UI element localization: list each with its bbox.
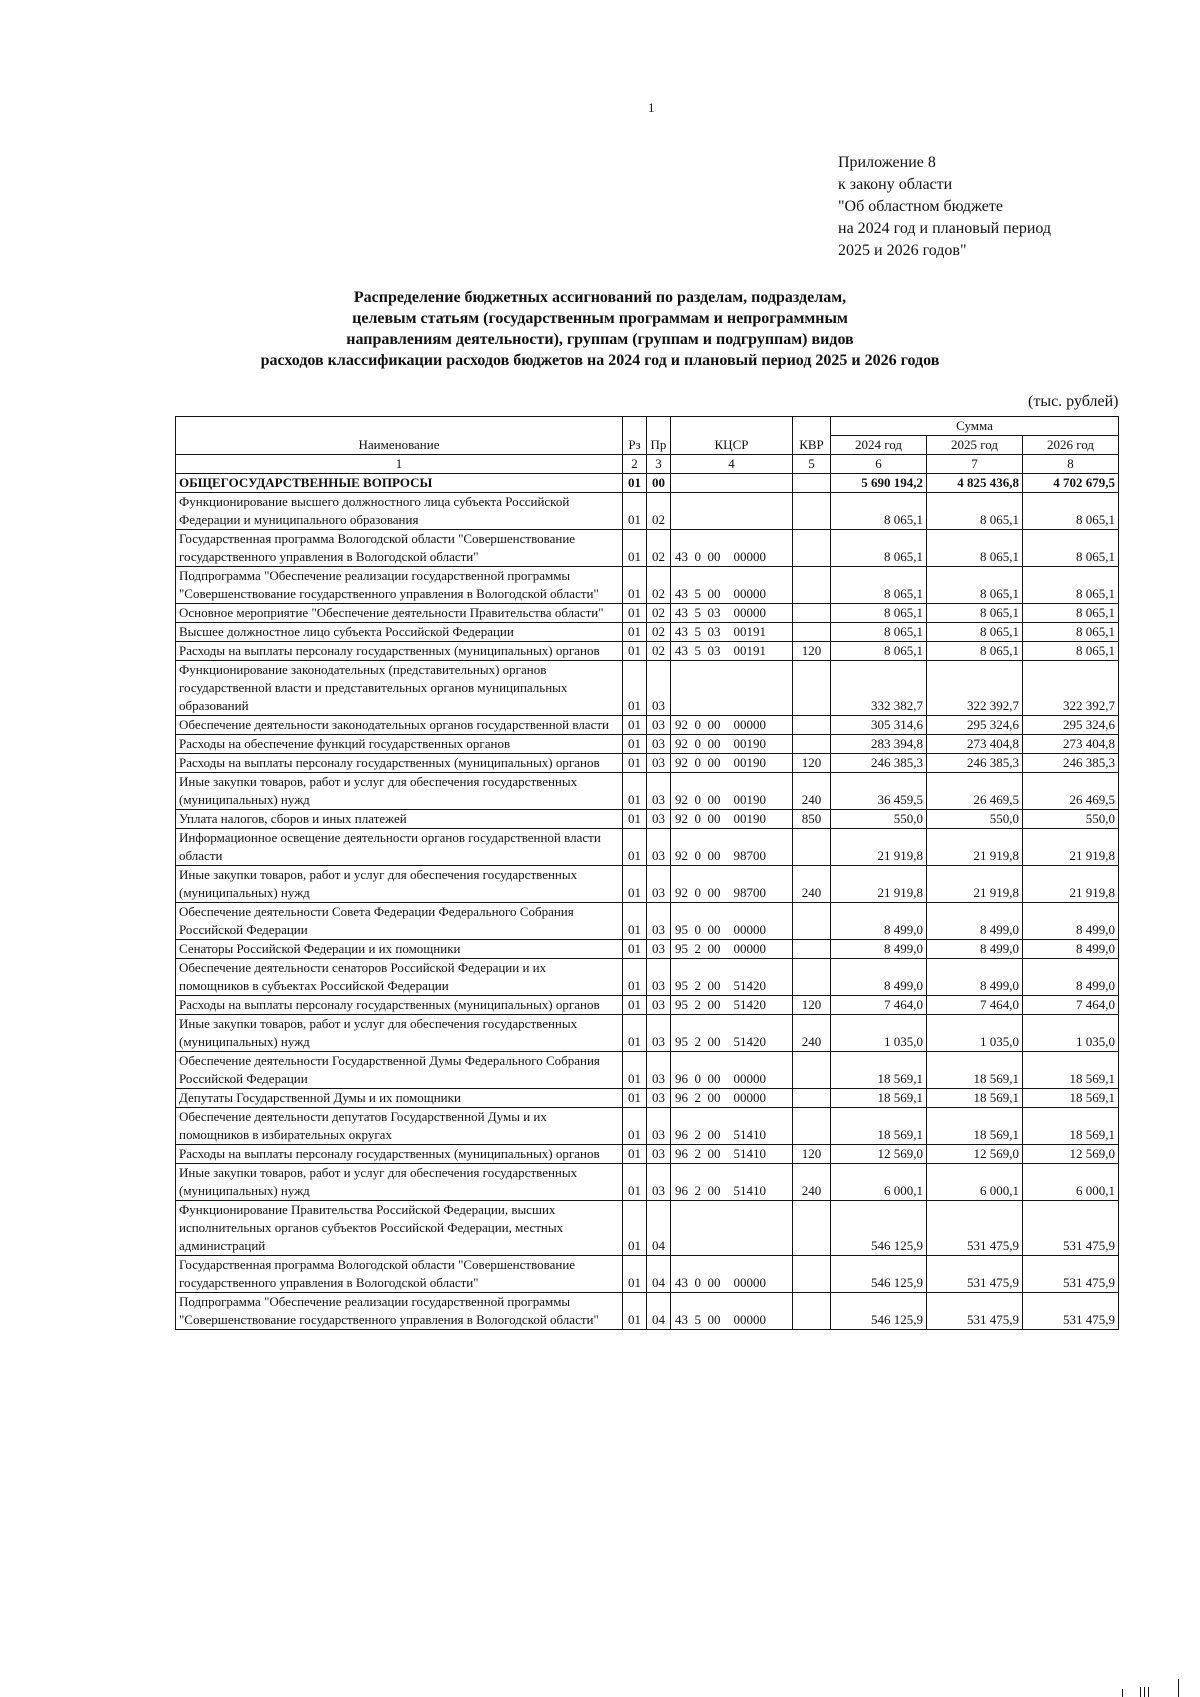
cell-rz: 01	[623, 1089, 647, 1108]
cell-kvr	[793, 1089, 831, 1108]
cell-2024: 18 569,1	[831, 1089, 927, 1108]
header-name: Наименование	[176, 417, 623, 455]
scan-edge-marks	[1100, 1672, 1180, 1697]
cell-pr: 03	[647, 940, 671, 959]
cell-kcsr: 43 5 03 00000	[671, 604, 793, 623]
cell-2025: 273 404,8	[927, 735, 1023, 754]
table-row	[176, 866, 1119, 903]
cell-rz: 01	[623, 604, 647, 623]
cell-2026: 8 065,1	[1023, 604, 1119, 623]
cell-2026: 18 569,1	[1023, 1052, 1119, 1089]
cell-name: Сенаторы Российской Федерации и их помощники	[176, 940, 623, 959]
budget-table	[175, 416, 1119, 1330]
table-row	[176, 474, 1119, 493]
cell-pr: 04	[647, 1201, 671, 1256]
cell-2024: 546 125,9	[831, 1256, 927, 1293]
cell-2026: 21 919,8	[1023, 829, 1119, 866]
cell-kcsr: 43 0 00 00000	[671, 1256, 793, 1293]
cell-2025: 8 065,1	[927, 623, 1023, 642]
table-row	[176, 493, 1119, 530]
cell-name: Обеспечение деятельности законодательных органов государственной власти	[176, 716, 623, 735]
cell-name: Функционирование высшего должностного лица субъекта Российской Федерации и муниципального образования	[176, 493, 623, 530]
cell-kcsr: 92 0 00 00190	[671, 735, 793, 754]
cell-rz: 01	[623, 661, 647, 716]
cell-kcsr: 92 0 00 00190	[671, 754, 793, 773]
cell-kvr	[793, 716, 831, 735]
cell-2025: 531 475,9	[927, 1293, 1023, 1330]
cell-2025: 8 499,0	[927, 903, 1023, 940]
table-row	[176, 735, 1119, 754]
cell-rz: 01	[623, 903, 647, 940]
cell-rz: 01	[623, 735, 647, 754]
cell-rz: 01	[623, 1052, 647, 1089]
cell-2025: 8 065,1	[927, 493, 1023, 530]
cell-pr: 04	[647, 1256, 671, 1293]
cell-2025: 8 499,0	[927, 940, 1023, 959]
cell-pr: 03	[647, 866, 671, 903]
cell-kcsr: 96 2 00 00000	[671, 1089, 793, 1108]
cell-kvr: 850	[793, 810, 831, 829]
cell-2026: 246 385,3	[1023, 754, 1119, 773]
cell-2025: 21 919,8	[927, 866, 1023, 903]
cell-2026: 12 569,0	[1023, 1145, 1119, 1164]
cell-2024: 8 065,1	[831, 530, 927, 567]
cell-kvr	[793, 1052, 831, 1089]
cell-2025: 18 569,1	[927, 1108, 1023, 1145]
header-year-2026: 2026 год	[1023, 436, 1119, 455]
cell-pr: 02	[647, 493, 671, 530]
header-row	[176, 417, 1119, 436]
cell-kcsr	[671, 1201, 793, 1256]
table-row	[176, 1201, 1119, 1256]
annex-line: Приложение 8	[838, 154, 936, 171]
cell-kcsr: 96 0 00 00000	[671, 1052, 793, 1089]
title-line: целевым статьям (государственным программам и непрограммным	[352, 310, 848, 327]
cell-rz: 01	[623, 866, 647, 903]
cell-kcsr: 92 0 00 00000	[671, 716, 793, 735]
cell-2024: 8 065,1	[831, 567, 927, 604]
cell-name: Обеспечение деятельности сенаторов Российской Федерации и их помощников в субъектах Российской Федерации	[176, 959, 623, 996]
cell-2024: 283 394,8	[831, 735, 927, 754]
title-line: расходов классификации расходов бюджетов на 2024 год и плановый период 2025 и 2026 годов	[260, 352, 940, 369]
cell-2025: 4 825 436,8	[927, 474, 1023, 493]
cell-kvr	[793, 661, 831, 716]
cell-kvr: 240	[793, 1164, 831, 1201]
cell-pr: 03	[647, 1052, 671, 1089]
cell-kcsr: 96 2 00 51410	[671, 1108, 793, 1145]
cell-rz: 01	[623, 567, 647, 604]
cell-2024: 332 382,7	[831, 661, 927, 716]
unit-label: (тыс. рублей)	[1028, 393, 1119, 410]
annex-line: на 2024 год и плановый период	[838, 220, 1052, 237]
cell-pr: 03	[647, 1108, 671, 1145]
cell-kcsr: 96 2 00 51410	[671, 1164, 793, 1201]
cell-kcsr: 95 2 00 51420	[671, 959, 793, 996]
cell-kcsr: 95 2 00 00000	[671, 940, 793, 959]
cell-2026: 6 000,1	[1023, 1164, 1119, 1201]
cell-name: Депутаты Государственной Думы и их помощники	[176, 1089, 623, 1108]
cell-kvr: 240	[793, 773, 831, 810]
cell-2024: 1 035,0	[831, 1015, 927, 1052]
table-row	[176, 940, 1119, 959]
cell-2025: 531 475,9	[927, 1256, 1023, 1293]
annex-line: к закону области	[838, 176, 953, 193]
table-row	[176, 1256, 1119, 1293]
table-row	[176, 773, 1119, 810]
cell-kvr	[793, 735, 831, 754]
cell-name: Расходы на обеспечение функций государственных органов	[176, 735, 623, 754]
cell-kvr	[793, 1108, 831, 1145]
cell-kvr	[793, 903, 831, 940]
table-row	[176, 959, 1119, 996]
cell-2024: 546 125,9	[831, 1293, 927, 1330]
cell-2024: 7 464,0	[831, 996, 927, 1015]
cell-kvr	[793, 1293, 831, 1330]
cell-pr: 03	[647, 810, 671, 829]
cell-kvr: 120	[793, 996, 831, 1015]
cell-2024: 8 065,1	[831, 623, 927, 642]
cell-2025: 7 464,0	[927, 996, 1023, 1015]
cell-name: Государственная программа Вологодской области "Совершенствование государственного управления в Вологодской области"	[176, 1256, 623, 1293]
cell-2024: 246 385,3	[831, 754, 927, 773]
column-number: 8	[1023, 455, 1119, 474]
cell-name: Расходы на выплаты персоналу государственных (муниципальных) органов	[176, 1145, 623, 1164]
cell-pr: 03	[647, 1015, 671, 1052]
table-row	[176, 810, 1119, 829]
cell-name: Уплата налогов, сборов и иных платежей	[176, 810, 623, 829]
table-row	[176, 604, 1119, 623]
cell-2025: 18 569,1	[927, 1089, 1023, 1108]
cell-kcsr: 92 0 00 00190	[671, 773, 793, 810]
cell-name: Обеспечение деятельности Совета Федерации Федерального Собрания Российской Федерации	[176, 903, 623, 940]
column-number-row	[176, 455, 1119, 474]
table-row	[176, 661, 1119, 716]
cell-pr: 03	[647, 996, 671, 1015]
table-row	[176, 996, 1119, 1015]
table-row	[176, 1145, 1119, 1164]
header-kcsr: КЦСР	[671, 417, 793, 455]
cell-kcsr: 95 2 00 51420	[671, 996, 793, 1015]
cell-rz: 01	[623, 773, 647, 810]
cell-2024: 8 499,0	[831, 959, 927, 996]
cell-2024: 6 000,1	[831, 1164, 927, 1201]
cell-kcsr: 43 5 03 00191	[671, 623, 793, 642]
cell-kvr	[793, 1256, 831, 1293]
annex-line: "Об областном бюджете	[838, 198, 1003, 215]
cell-name: Расходы на выплаты персоналу государственных (муниципальных) органов	[176, 642, 623, 661]
cell-rz: 01	[623, 810, 647, 829]
cell-kcsr: 43 5 03 00191	[671, 642, 793, 661]
cell-kvr	[793, 940, 831, 959]
cell-2026: 8 499,0	[1023, 903, 1119, 940]
cell-2026: 8 065,1	[1023, 493, 1119, 530]
cell-name: Иные закупки товаров, работ и услуг для обеспечения государственных (муниципальных) нужд	[176, 1164, 623, 1201]
table-row	[176, 1293, 1119, 1330]
cell-kcsr	[671, 474, 793, 493]
cell-2026: 295 324,6	[1023, 716, 1119, 735]
cell-name: Функционирование законодательных (представительных) органов государственной власти и представительных органов муниципальных образований	[176, 661, 623, 716]
cell-name: ОБЩЕГОСУДАРСТВЕННЫЕ ВОПРОСЫ	[176, 474, 623, 493]
cell-pr: 03	[647, 754, 671, 773]
cell-kvr	[793, 567, 831, 604]
cell-name: Информационное освещение деятельности органов государственной власти области	[176, 829, 623, 866]
cell-pr: 03	[647, 1089, 671, 1108]
cell-kvr	[793, 474, 831, 493]
table-row	[176, 623, 1119, 642]
cell-2024: 18 569,1	[831, 1052, 927, 1089]
table-row	[176, 903, 1119, 940]
cell-kvr: 120	[793, 642, 831, 661]
cell-2025: 550,0	[927, 810, 1023, 829]
cell-2025: 531 475,9	[927, 1201, 1023, 1256]
cell-2025: 8 499,0	[927, 959, 1023, 996]
cell-pr: 02	[647, 567, 671, 604]
cell-pr: 03	[647, 903, 671, 940]
title-line: направлениям деятельности), группам (группам и подгруппам) видов	[346, 331, 854, 348]
cell-kcsr	[671, 661, 793, 716]
cell-pr: 02	[647, 604, 671, 623]
cell-2025: 246 385,3	[927, 754, 1023, 773]
cell-kvr: 240	[793, 866, 831, 903]
cell-2024: 21 919,8	[831, 829, 927, 866]
cell-kcsr: 92 0 00 98700	[671, 829, 793, 866]
cell-kcsr	[671, 493, 793, 530]
cell-2024: 8 065,1	[831, 642, 927, 661]
cell-2026: 531 475,9	[1023, 1201, 1119, 1256]
cell-pr: 02	[647, 530, 671, 567]
table-row	[176, 530, 1119, 567]
cell-2026: 1 035,0	[1023, 1015, 1119, 1052]
cell-2024: 21 919,8	[831, 866, 927, 903]
cell-2025: 8 065,1	[927, 642, 1023, 661]
cell-2024: 12 569,0	[831, 1145, 927, 1164]
cell-2026: 26 469,5	[1023, 773, 1119, 810]
column-number: 6	[831, 455, 927, 474]
header-sum: Сумма	[831, 417, 1119, 436]
table-row	[176, 1164, 1119, 1201]
header-year-2025: 2025 год	[927, 436, 1023, 455]
cell-kvr	[793, 493, 831, 530]
cell-rz: 01	[623, 1145, 647, 1164]
cell-rz: 01	[623, 1256, 647, 1293]
cell-2025: 26 469,5	[927, 773, 1023, 810]
cell-name: Иные закупки товаров, работ и услуг для обеспечения государственных (муниципальных) нужд	[176, 773, 623, 810]
cell-2026: 8 065,1	[1023, 530, 1119, 567]
cell-rz: 01	[623, 1293, 647, 1330]
cell-2024: 305 314,6	[831, 716, 927, 735]
cell-2026: 8 499,0	[1023, 959, 1119, 996]
header-rz: Рз	[623, 417, 647, 455]
header-year-2024: 2024 год	[831, 436, 927, 455]
table-row	[176, 1089, 1119, 1108]
cell-2026: 8 499,0	[1023, 940, 1119, 959]
table-row	[176, 829, 1119, 866]
cell-2025: 21 919,8	[927, 829, 1023, 866]
cell-rz: 01	[623, 1201, 647, 1256]
cell-name: Обеспечение деятельности депутатов Государственной Думы и их помощников в избирательных округах	[176, 1108, 623, 1145]
table-row	[176, 567, 1119, 604]
cell-rz: 01	[623, 716, 647, 735]
column-number: 3	[647, 455, 671, 474]
cell-kcsr: 43 5 00 00000	[671, 567, 793, 604]
cell-2026: 18 569,1	[1023, 1089, 1119, 1108]
table-row	[176, 642, 1119, 661]
cell-name: Обеспечение деятельности Государственной Думы Федерального Собрания Российской Федерации	[176, 1052, 623, 1089]
cell-pr: 03	[647, 959, 671, 996]
cell-2025: 12 569,0	[927, 1145, 1023, 1164]
cell-2025: 295 324,6	[927, 716, 1023, 735]
cell-kcsr: 92 0 00 98700	[671, 866, 793, 903]
cell-kvr	[793, 959, 831, 996]
column-number: 2	[623, 455, 647, 474]
cell-2026: 8 065,1	[1023, 623, 1119, 642]
cell-rz: 01	[623, 474, 647, 493]
cell-name: Расходы на выплаты персоналу государственных (муниципальных) органов	[176, 996, 623, 1015]
cell-kvr: 240	[793, 1015, 831, 1052]
cell-kcsr: 43 5 00 00000	[671, 1293, 793, 1330]
cell-rz: 01	[623, 959, 647, 996]
cell-rz: 01	[623, 1108, 647, 1145]
cell-kcsr: 43 0 00 00000	[671, 530, 793, 567]
cell-2026: 8 065,1	[1023, 567, 1119, 604]
cell-kvr: 120	[793, 754, 831, 773]
cell-rz: 01	[623, 1015, 647, 1052]
cell-rz: 01	[623, 642, 647, 661]
cell-kcsr: 95 0 00 00000	[671, 903, 793, 940]
annex-line: 2025 и 2026 годов"	[838, 242, 967, 259]
cell-kvr	[793, 623, 831, 642]
cell-pr: 03	[647, 829, 671, 866]
cell-2025: 322 392,7	[927, 661, 1023, 716]
cell-2024: 8 499,0	[831, 903, 927, 940]
cell-pr: 02	[647, 623, 671, 642]
cell-2026: 531 475,9	[1023, 1293, 1119, 1330]
column-number: 1	[176, 455, 623, 474]
cell-2026: 531 475,9	[1023, 1256, 1119, 1293]
cell-pr: 03	[647, 716, 671, 735]
cell-2026: 4 702 679,5	[1023, 474, 1119, 493]
header-kvr: КВР	[793, 417, 831, 455]
cell-pr: 03	[647, 773, 671, 810]
cell-name: Функционирование Правительства Российской Федерации, высших исполнительных органов субъектов Российской Федерации, местных администраций	[176, 1201, 623, 1256]
cell-pr: 00	[647, 474, 671, 493]
cell-name: Высшее должностное лицо субъекта Российской Федерации	[176, 623, 623, 642]
cell-rz: 01	[623, 754, 647, 773]
cell-pr: 03	[647, 1164, 671, 1201]
cell-rz: 01	[623, 940, 647, 959]
annex-block	[838, 152, 1051, 262]
column-number: 5	[793, 455, 831, 474]
cell-rz: 01	[623, 530, 647, 567]
cell-2024: 8 065,1	[831, 493, 927, 530]
cell-rz: 01	[623, 996, 647, 1015]
cell-2026: 8 065,1	[1023, 642, 1119, 661]
cell-2026: 322 392,7	[1023, 661, 1119, 716]
cell-kvr	[793, 530, 831, 567]
cell-2026: 18 569,1	[1023, 1108, 1119, 1145]
table-row	[176, 1015, 1119, 1052]
cell-rz: 01	[623, 1164, 647, 1201]
cell-2026: 550,0	[1023, 810, 1119, 829]
table-row	[176, 1108, 1119, 1145]
cell-2024: 8 065,1	[831, 604, 927, 623]
cell-2025: 8 065,1	[927, 567, 1023, 604]
cell-2026: 7 464,0	[1023, 996, 1119, 1015]
column-number: 7	[927, 455, 1023, 474]
cell-kcsr: 92 0 00 00190	[671, 810, 793, 829]
cell-2025: 1 035,0	[927, 1015, 1023, 1052]
cell-name: Подпрограмма "Обеспечение реализации государственной программы "Совершенствование государственного управления в Вологодской области"	[176, 567, 623, 604]
header-pr: Пр	[647, 417, 671, 455]
cell-kvr	[793, 1201, 831, 1256]
cell-pr: 03	[647, 735, 671, 754]
cell-rz: 01	[623, 493, 647, 530]
column-number: 4	[671, 455, 793, 474]
cell-name: Иные закупки товаров, работ и услуг для обеспечения государственных (муниципальных) нужд	[176, 1015, 623, 1052]
page-number: 1	[648, 100, 655, 115]
cell-kcsr: 95 2 00 51420	[671, 1015, 793, 1052]
table-row	[176, 754, 1119, 773]
cell-kvr	[793, 604, 831, 623]
cell-2024: 5 690 194,2	[831, 474, 927, 493]
cell-2026: 273 404,8	[1023, 735, 1119, 754]
cell-rz: 01	[623, 623, 647, 642]
cell-pr: 03	[647, 1145, 671, 1164]
cell-rz: 01	[623, 829, 647, 866]
table-row	[176, 1052, 1119, 1089]
cell-kcsr: 96 2 00 51410	[671, 1145, 793, 1164]
cell-pr: 03	[647, 661, 671, 716]
title-line: Распределение бюджетных ассигнований по разделам, подразделам,	[353, 289, 847, 306]
cell-2025: 6 000,1	[927, 1164, 1023, 1201]
cell-name: Расходы на выплаты персоналу государственных (муниципальных) органов	[176, 754, 623, 773]
cell-kvr: 120	[793, 1145, 831, 1164]
cell-name: Иные закупки товаров, работ и услуг для обеспечения государственных (муниципальных) нужд	[176, 866, 623, 903]
cell-name: Основное мероприятие "Обеспечение деятельности Правительства области"	[176, 604, 623, 623]
cell-pr: 02	[647, 642, 671, 661]
cell-pr: 04	[647, 1293, 671, 1330]
cell-2024: 18 569,1	[831, 1108, 927, 1145]
cell-name: Государственная программа Вологодской области "Совершенствование государственного управления в Вологодской области"	[176, 530, 623, 567]
cell-kvr	[793, 829, 831, 866]
table-row	[176, 716, 1119, 735]
cell-2025: 8 065,1	[927, 604, 1023, 623]
cell-2024: 36 459,5	[831, 773, 927, 810]
document-title	[170, 287, 1030, 371]
cell-2025: 8 065,1	[927, 530, 1023, 567]
cell-name: Подпрограмма "Обеспечение реализации государственной программы "Совершенствование государственного управления в Вологодской области"	[176, 1293, 623, 1330]
cell-2024: 8 499,0	[831, 940, 927, 959]
cell-2026: 21 919,8	[1023, 866, 1119, 903]
cell-2025: 18 569,1	[927, 1052, 1023, 1089]
cell-2024: 550,0	[831, 810, 927, 829]
cell-2024: 546 125,9	[831, 1201, 927, 1256]
